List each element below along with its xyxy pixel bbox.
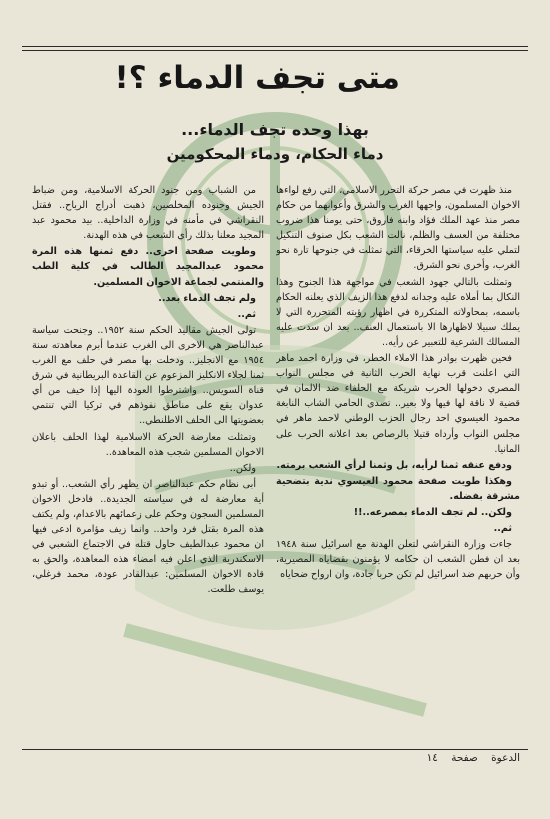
footer-magazine-name: الدعوة xyxy=(491,752,520,764)
paragraph: وطويت صفحة اخرى.. دفع ثمنها هذه المرة محمود عبدالمجيد الطالب في كلية الطب والمنتمي لجماعة الاخوان المسلمين. xyxy=(32,246,264,288)
paragraph: فحين ظهرت بوادر هذا الاملاء الخطر، في وزارة احمد ماهر التي اعلنت قرب نهاية الحرب الثانية في مجلس النواب المصري دخولها الحرب شريكة مع الحلفاء ضد الالمان في قضية لا ناقة لها فيها ولا بعير.. تصدى الحامي الشاب النابغة محمود العيسوي احد رجال الحزب الوطني لاحمد ماهر في مجلس النواب وأرداه قتيلا بالرصاص بعد اعلانه الحرب على المانيا. xyxy=(276,353,520,455)
paragraph: ودفع عنقه ثمنا لرأيه، بل وثمنا لرأي الشعب برمته. xyxy=(276,459,512,471)
paragraph: ولكن.. xyxy=(229,462,256,474)
paragraph: وهكذا طويت صفحة محمود العيسوي ندية بتضحية مشرقة بفضله. xyxy=(276,475,520,502)
paragraph: جاءت وزارة النقراشي لتعلن الهدنة مع اسرائيل سنة ١٩٤٨ بعد ان فطن الشعب ان حكامه لا يؤمنون بقضاياه المصيرية، وأن حربهم ضد اسرائيل لم تكن حربا جادة، وان ارواح ضحاياه xyxy=(276,539,520,581)
paragraph: منذ ظهرت في مصر حركة التحرر الاسلامي، التي رفع لواءها الاخوان المسلمون، واجهها الغرب والشرق وأعوانهما من حكام مصر منذ عهد الملك فؤاد وابنه فاروق، حتى يومنا هذا ضروب مختلفة من العسف والظلم، نالت الشعب بكل صنوف التنكيل لتملي عليه سياستها الخرقاء، التي تمثلت في جنوحها تارة نحو الغرب، وأخرى نحو الشرق. xyxy=(276,185,520,272)
paragraph: ولكن.. لم تجف الدماء بمصرعه..!! xyxy=(353,506,512,518)
article-subtitle: بهذا وحده تجف الدماء... xyxy=(181,120,369,139)
paragraph: أبى نظام حكم عبدالناصر ان يظهر رأي الشعب.. أو تبدو أية معارضة له في سياسته الجديدة.. فادخل الاخوان المسلمين السجون وحكم على زعمائهم بالاعدام، ولم يكتف هذه المرة بقتل فرد واحد.. وانما زيف مؤامرة ادعى فيها ان محمود عبدالطيف حاول قتله في الاجتماع الشعبي في الاسكندرية الذي اعلن فيه امضاء هذه المعاهدة، والحق به قادة الاخوان المسلمين: عبدالقادر عودة، محمد فرغلي، يوسف طلعت. xyxy=(32,478,264,596)
top-rule xyxy=(22,46,528,47)
paragraph: وتمثلت معارضة الحركة الاسلامية لهذا الحلف باعلان الاخوان المسلمين شجب هذه المعاهدة.. xyxy=(32,431,264,458)
footer-page-label: صفحة xyxy=(451,752,478,764)
paragraph: وتمثلت بالتالي جهود الشعب في مواجهة هذا الجنوح وهذا النكال بما أملاه عليه وجدانه لدفع هذا الزيف الذي يعلنه الحكام باسمه، بمحاولاته المتكررة في اظهار رؤيته المتحررة التي لا يملك سبيلا لاظهارها الا باستعمال العنف.. بعد ان سدت عليه المسالك الشرعية للتعبير عن رأيه.. xyxy=(276,276,520,348)
footer-page-number: ١٤ xyxy=(426,752,438,764)
paragraph: تولى الجيش مقاليد الحكم سنة ١٩٥٢.. وجنحت سياسة عبدالناصر هي الاخرى الى الغرب عندما أبرم معاهدته سنة ١٩٥٤ مع الانجليز.. ودخلت بها مصر في حلف مع الغرب ثمنا لجلاء الانكليز المزعوم عن القاعدة البريطانية في شرق قناة السويس.. واشترطوا العودة اليها إذا خيف من أي عدوان يقع على مناطق نفوذهم في تركيا التي تنتمي بعضويتها الى الحلف الاطلنطي.. xyxy=(32,324,264,427)
paragraph: من الشباب ومن جنود الحركة الاسلامية، ومن ضباط الجيش وجنوده المخلصين، ذهبت أدراج الرياح.. فقتل النقراشي في مأمنه في وزارة الداخلية.. بيد محمود عبد المجيد معلنا بذلك رأي الشعب في هذه الهدنة. xyxy=(32,185,264,242)
right-text-column xyxy=(276,183,520,743)
paragraph: ثم.. xyxy=(493,523,512,535)
top-rule-thin xyxy=(22,50,528,51)
paragraph: ثم.. xyxy=(237,308,256,320)
left-text-column xyxy=(32,183,264,743)
article-subtitle-secondary: دماء الحكام، ودماء المحكومين xyxy=(166,145,384,163)
paragraph: ولم تجف الدماء بعد.. xyxy=(158,292,256,304)
page-footer xyxy=(417,752,520,764)
bottom-rule xyxy=(22,749,528,750)
article-headline: متى تجف الدماء ؟! xyxy=(114,60,400,96)
